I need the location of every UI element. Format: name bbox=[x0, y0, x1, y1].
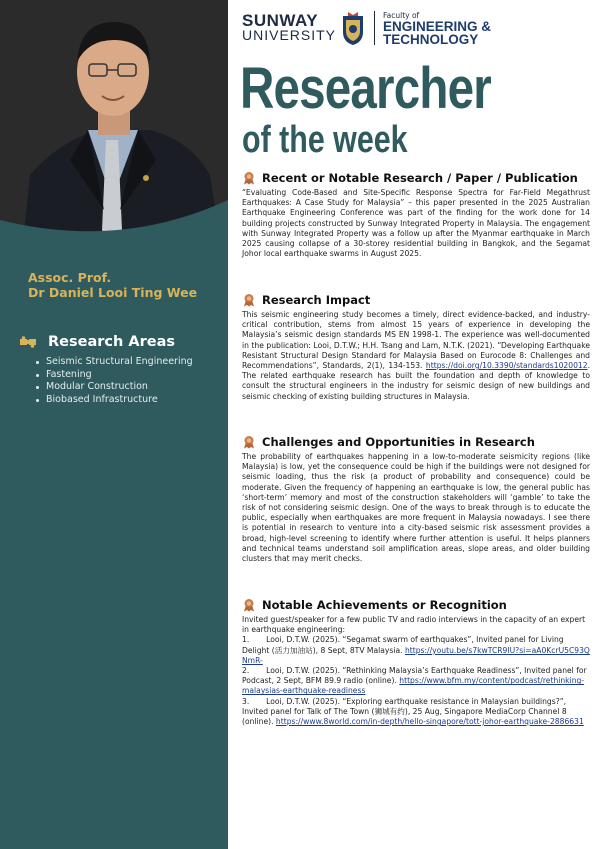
achievement-text: 1. Looi, D.T.W. (2025). “Segamat swarm of earthquakes”, Invited panel for Living Delight (活力加油站), 8 Sept, 8TV Malaysia. bbox=[242, 635, 564, 655]
section-title: Challenges and Opportunities in Research bbox=[262, 435, 535, 449]
achievement-link[interactable]: https://www.8world.com/in-depth/hello-singapore/tott-johor-earthquake-2886631 bbox=[275, 717, 584, 727]
achievement-item bbox=[242, 697, 590, 728]
achievement-text: 3. Looi, D.T.W. (2025). “Exploring earthquake resistance in Malaysian buildings?”, Invited panel for Talk of The Town (狮城有约), 25 Aug, Singapore MediaCorp Channel 8 (online). bbox=[242, 696, 567, 727]
impact-text-2: . The related earthquake research has built the foundation and depth of knowledge to consult the structural engineers in the industry for seismic design of new buildings and seismic checking of existing building structures in Malaysia. bbox=[242, 361, 590, 401]
page-title: Researcher bbox=[240, 56, 491, 121]
section-body: “Evaluating Code-Based and Site-Specific Response Spectra for Far-Field Megathrust Earthquakes: A Case Study for Malaysia” – this paper presented in the 2025 Australian Earthquake Engineering Conference was part of the finding for the work done for 14 building projects constructed by Sunway Integrated Property in Malaysia. The engagement with Sunway Integrated Property was a follow up after the Myanmar earthquake in March 2025 causing collapse of a 30-storey residential building in Bangkok, and the Segamat Johor local earthquake swarms in August 2025. bbox=[242, 188, 590, 259]
section-header bbox=[242, 598, 590, 612]
section-header bbox=[242, 293, 590, 307]
left-panel bbox=[0, 0, 228, 849]
achievement-link[interactable]: https://youtu.be/s7kwTCR9IU?si=aA0KcrU5C93QNmR- bbox=[242, 645, 590, 665]
faculty-name-line2: TECHNOLOGY bbox=[383, 31, 479, 47]
sunway-wordmark: SUNWAY bbox=[242, 11, 319, 30]
achievement-text: 2. Looi, D.T.W. (2025). “Rethinking Malaysia’s Earthquake Readiness”, Invited panel for Podcast, 2 Sept, BFM 89.9 radio (online). bbox=[242, 666, 587, 686]
award-icon bbox=[242, 598, 256, 612]
research-area-item: Fastening bbox=[34, 369, 193, 382]
achievement-item bbox=[242, 666, 590, 697]
section-title: Notable Achievements or Recognition bbox=[262, 598, 507, 612]
name-full: Dr Daniel Looi Ting Wee bbox=[28, 285, 198, 300]
award-icon bbox=[242, 171, 256, 185]
research-area-item: Biobased Infrastructure bbox=[34, 394, 193, 407]
section-header bbox=[242, 435, 590, 449]
logo-divider bbox=[374, 11, 375, 45]
section-title: Research Impact bbox=[262, 293, 371, 307]
sunway-logo bbox=[242, 13, 336, 43]
impact-text-1: This seismic engineering study becomes a timely, direct evidence-backed, and industry-critical contribution, stems from almost 15 years of experience in developing the Malaysia’s seismic design standards MS EN 1998-1. The experience was well-documented in the publication: Looi, D.T.W.; H.H. Tsang and Lam, N.T.K. (2021). “Developing Earthquake Resistant Structural Design Standard for Malaysia Based on Eurocode 8: Challenges and Recommendations”, Standards, 2(1), 134-153. bbox=[242, 310, 590, 371]
faculty-of-label: Faculty of bbox=[383, 10, 420, 20]
section-achievements bbox=[242, 598, 590, 727]
research-areas-header bbox=[20, 334, 175, 350]
logo-row bbox=[242, 10, 491, 46]
section-title: Recent or Notable Research / Paper / Publication bbox=[262, 171, 578, 185]
section-challenges bbox=[242, 435, 590, 564]
section-body bbox=[242, 310, 590, 402]
achievement-item bbox=[242, 635, 590, 666]
award-icon bbox=[242, 435, 256, 449]
achievements-intro: Invited guest/speaker for a few public TV and radio interviews in the capacity of an expert in earthquake engineering: bbox=[242, 615, 586, 635]
achievement-link[interactable]: https://www.bfm.my/content/podcast/rethinking-malaysias-earthquake-readiness bbox=[242, 676, 585, 696]
university-wordmark: UNIVERSITY bbox=[242, 27, 337, 43]
name-title: Assoc. Prof. bbox=[28, 270, 112, 285]
section-recent-research bbox=[242, 171, 590, 259]
section-research-impact bbox=[242, 293, 590, 402]
doi-link[interactable]: https://doi.org/10.3390/standards1020012 bbox=[425, 361, 588, 371]
puzzle-icon bbox=[20, 336, 38, 348]
research-area-item: Seismic Structural Engineering bbox=[34, 356, 193, 369]
research-areas-list bbox=[34, 356, 193, 406]
award-icon bbox=[242, 293, 256, 307]
research-areas-title: Research Areas bbox=[48, 334, 175, 350]
section-body: The probability of earthquakes happening in a low-to-moderate seismicity regions (like Malaysia) is low, yet the consequence could be high if the buildings were not designed for seismic loading, thus the risk (a product of probability and consequence) could be moderate. Given the frequency of happening an earthquake is low, the general public has ‘short-term’ memory and most of the construction stakeholders will ‘gamble’ to take the risk of not considering seismic design. One of the ways to break through is to educate the public, especially when earthquakes are more frequent in Malaysia nowadays. I see there is potential in research to venture into a city-based seismic risk assessment provides a broad, high-level screening to identify where further attention is useful. It helps planners and technical teams understand soil amplification areas, slope areas, and older building clusters that may merit checks. bbox=[242, 452, 590, 564]
faculty-name-line1: ENGINEERING & bbox=[383, 18, 492, 34]
university-crest-icon bbox=[340, 10, 366, 46]
section-header bbox=[242, 171, 590, 185]
researcher-name bbox=[28, 270, 228, 300]
right-panel bbox=[228, 0, 600, 849]
faculty-logo bbox=[383, 11, 491, 46]
page-subtitle: of the week bbox=[242, 119, 408, 161]
research-area-item: Modular Construction bbox=[34, 381, 193, 394]
